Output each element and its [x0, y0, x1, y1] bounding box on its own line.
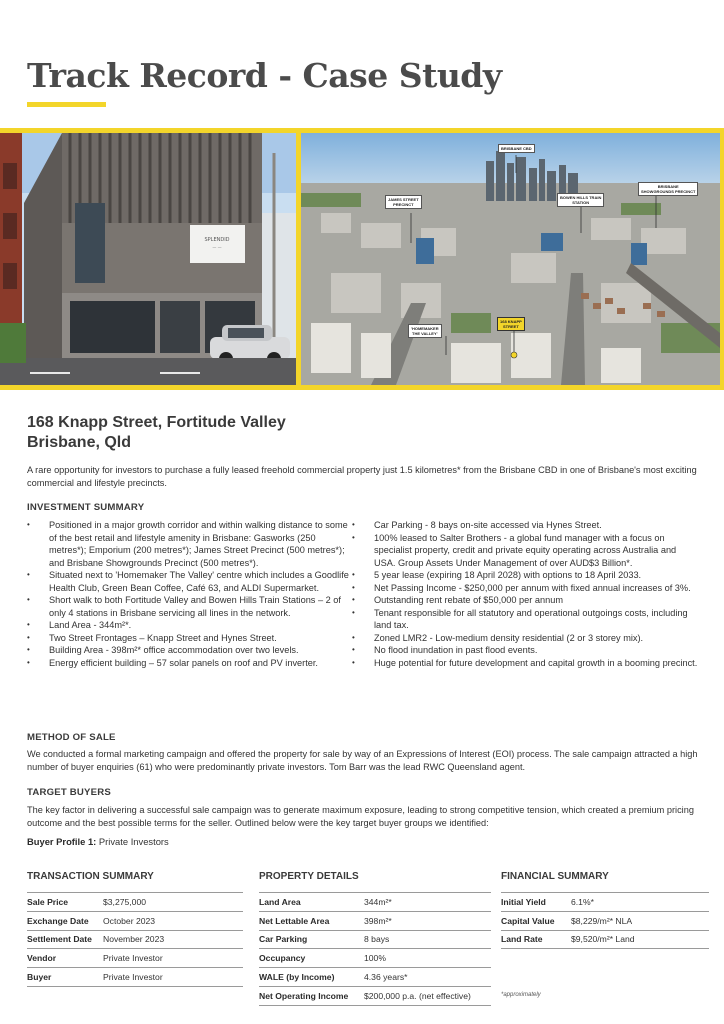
table-row — [259, 968, 491, 987]
table-row — [27, 968, 243, 987]
table-row — [259, 893, 491, 912]
table-key: Vendor — [27, 949, 103, 968]
label-showgrounds: BRISBANE SHOWGROUNDS PRECINCT — [638, 182, 698, 196]
table-row — [501, 911, 709, 930]
table-row — [259, 986, 491, 1005]
table-key: Capital Value — [501, 911, 571, 930]
table-value: 4.36 years* — [364, 968, 491, 987]
table-value: 398m²* — [364, 911, 491, 930]
list-item: • Zoned LMR2 - Low-medium density residential (2 or 3 storey mix). — [352, 632, 700, 645]
table-key: Land Rate — [501, 930, 571, 949]
property-details-heading: PROPERTY DETAILS — [259, 871, 359, 882]
investment-summary-left — [27, 519, 349, 669]
transaction-summary-table — [27, 892, 243, 987]
transaction-summary-heading: TRANSACTION SUMMARY — [27, 871, 154, 882]
table-key: Car Parking — [259, 930, 364, 949]
buyer-profile-label: Buyer Profile 1: — [27, 836, 97, 847]
table-key: Settlement Date — [27, 930, 103, 949]
list-item: • Building Area - 398m²* office accommodation over two levels. — [27, 644, 349, 657]
label-site: 168 KNAPP STREET — [497, 317, 525, 331]
list-item: • Positioned in a major growth corridor and within walking distance to some of the best retail and lifestyle amenity in Brisbane: Gasworks (250 metres*); Emporium (200 metres*); James Street Precinct (500 metres*); and Brisbane Showgrounds Precinct (500 metres*). — [27, 519, 349, 569]
intro-paragraph: A rare opportunity for investors to purchase a fully leased freehold commercial property just 1.5 kilometres* from the Brisbane CBD in one of Brisbane's most exciting commercial and lifestyle precincts. — [27, 465, 697, 488]
list-item: • 100% leased to Salter Brothers - a global fund manager with a focus on specialist property, credit and private equity operating across Australia and USA. Group Assets Under Management of over AUD$3 Billion*. — [352, 532, 700, 570]
method-of-sale-text: We conducted a formal marketing campaign and offered the property for sale by way of an Expressions of Interest (EOI) process. The sale campaign attracted a high number of buyer enquiries (61) who were predominantly private investors. Tom Barr was the lead RWC Queensland agent. — [27, 749, 698, 772]
table-value: 8 bays — [364, 930, 491, 949]
svg-text:SPLENDID: SPLENDID — [204, 237, 230, 243]
table-value: Private Investor — [103, 968, 243, 987]
table-key: Sale Price — [27, 893, 103, 912]
building-photo — [0, 133, 296, 385]
list-item: • Energy efficient building – 57 solar panels on roof and PV inverter. — [27, 657, 349, 670]
target-buyers-text: The key factor in delivering a successful sale campaign was to generate maximum exposure, leading to strong competitive tension, which created a premium pricing outcome and the best possible terms for the seller. Outlined below were the key target buyer groups we identified: — [27, 805, 694, 828]
table-key: Buyer — [27, 968, 103, 987]
list-item: • Short walk to both Fortitude Valley and Bowen Hills Train Stations – 2 of only 4 stations in Brisbane servicing all lines in the network. — [27, 594, 349, 619]
table-value: $9,520/m²* Land — [571, 930, 709, 949]
list-item: • 5 year lease (expiring 18 April 2028) with options to 18 April 2033. — [352, 569, 700, 582]
label-brisbane-cbd: BRISBANE CBD — [498, 144, 535, 153]
approximately-note: *approximately — [501, 992, 541, 998]
table-value: $3,275,000 — [103, 893, 243, 912]
property-address — [27, 413, 286, 453]
list-item: • Huge potential for future development and capital growth in a booming precinct. — [352, 657, 700, 670]
aerial-photo — [301, 133, 720, 385]
table-key: Occupancy — [259, 949, 364, 968]
table-key: Exchange Date — [27, 911, 103, 930]
title-underline — [27, 102, 106, 107]
label-bowen-hills: BOWEN HILLS TRAIN STATION — [557, 193, 604, 207]
label-homemaker: 'HOMEMAKER THE VALLEY' — [408, 324, 442, 338]
table-row — [27, 949, 243, 968]
property-details-table — [259, 892, 491, 1006]
table-value: Private Investor — [103, 949, 243, 968]
list-item: • Situated next to 'Homemaker The Valley' centre which includes a Goodlife Health Club, Green Bean Coffee, Café 63, and ALDI Supermarket. — [27, 569, 349, 594]
list-item: • Land Area - 344m²*. — [27, 619, 349, 632]
table-value: October 2023 — [103, 911, 243, 930]
list-item: • Tenant responsible for all statutory and operational outgoings costs, including land tax. — [352, 607, 700, 632]
list-item: • No flood inundation in past flood events. — [352, 644, 700, 657]
table-value: $200,000 p.a. (net effective) — [364, 986, 491, 1005]
svg-text:— —: — — — [212, 245, 222, 250]
list-item: • Outstanding rent rebate of $50,000 per annum — [352, 594, 700, 607]
list-item: • Car Parking - 8 bays on-site accessed via Hynes Street. — [352, 519, 700, 532]
page-title: Track Record - Case Study — [27, 56, 502, 95]
table-value: 6.1%* — [571, 893, 709, 912]
table-key: Land Area — [259, 893, 364, 912]
investment-summary-right — [352, 519, 700, 669]
financial-summary-heading: FINANCIAL SUMMARY — [501, 871, 609, 882]
table-row — [501, 930, 709, 949]
table-key: Initial Yield — [501, 893, 571, 912]
table-row — [259, 949, 491, 968]
table-value: 344m²* — [364, 893, 491, 912]
list-item: • Two Street Frontages – Knapp Street and Hynes Street. — [27, 632, 349, 645]
address-line-2: Brisbane, Qld — [27, 434, 132, 451]
label-james-street: JAMES STREET PRECINCT — [385, 195, 422, 209]
table-key: Net Operating Income — [259, 986, 364, 1005]
buyer-profile-value: Private Investors — [98, 836, 169, 847]
method-of-sale-heading: METHOD OF SALE — [27, 732, 116, 743]
target-buyers-heading: TARGET BUYERS — [27, 787, 111, 798]
table-value: November 2023 — [103, 930, 243, 949]
table-row — [27, 911, 243, 930]
financial-summary-table — [501, 892, 709, 949]
table-row — [501, 893, 709, 912]
table-value: $8,229/m²* NLA — [571, 911, 709, 930]
table-row — [259, 930, 491, 949]
table-key: Net Lettable Area — [259, 911, 364, 930]
table-row — [27, 893, 243, 912]
table-value: 100% — [364, 949, 491, 968]
buyer-profile — [27, 836, 169, 847]
table-row — [27, 930, 243, 949]
address-line-1: 168 Knapp Street, Fortitude Valley — [27, 414, 286, 431]
investment-summary-heading: INVESTMENT SUMMARY — [27, 502, 145, 513]
list-item: • Net Passing Income - $250,000 per annum with fixed annual increases of 3%. — [352, 582, 700, 595]
table-row — [259, 911, 491, 930]
table-key: WALE (by Income) — [259, 968, 364, 987]
